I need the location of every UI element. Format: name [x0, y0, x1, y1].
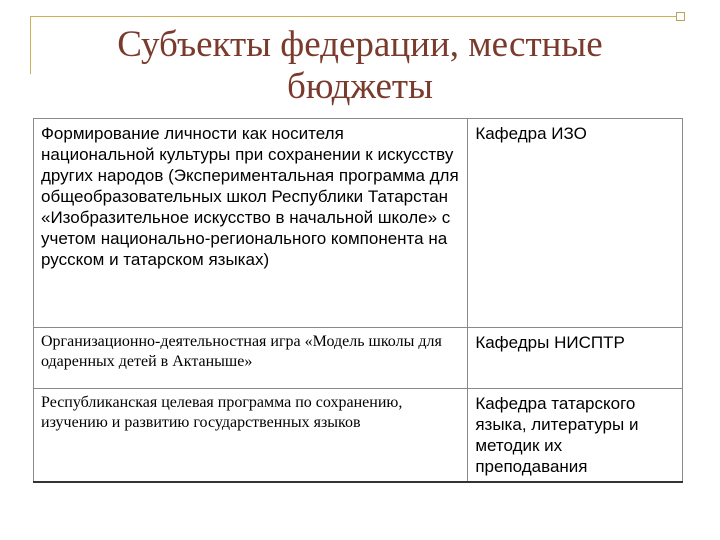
slide-title-line-2: бюджеты [287, 66, 433, 107]
program-description-cell: Республиканская целевая программа по сохранению, изучению и развитию государственных языков [34, 389, 468, 483]
department-cell: Кафедры НИСПТР [468, 328, 683, 389]
department-cell: Кафедра ИЗО [468, 119, 683, 328]
slide-title [0, 24, 720, 108]
decorative-frame-corner-square [676, 12, 685, 21]
budget-programs-table [33, 118, 683, 483]
table-row [34, 328, 683, 389]
decorative-frame-top-line [30, 16, 680, 17]
program-description-cell: Организационно-деятельностная игра «Модель школы для одаренных детей в Актаныше» [34, 328, 468, 389]
program-description-cell: Формирование личности как носителя национальной культуры при сохранении к искусству других народов (Экспериментальная программа для общеобразовательных школ Республики Татарстан «Изобразительное искусство в начальной школе» с учетом национально-регионального компонента на русском и татарском языках) [34, 119, 468, 328]
slide-title-line-1: Субъекты федерации, местные [117, 24, 603, 65]
department-cell: Кафедра татарского языка, литературы и методик их преподавания [468, 389, 683, 483]
table-row [34, 389, 683, 483]
table-row [34, 119, 683, 328]
